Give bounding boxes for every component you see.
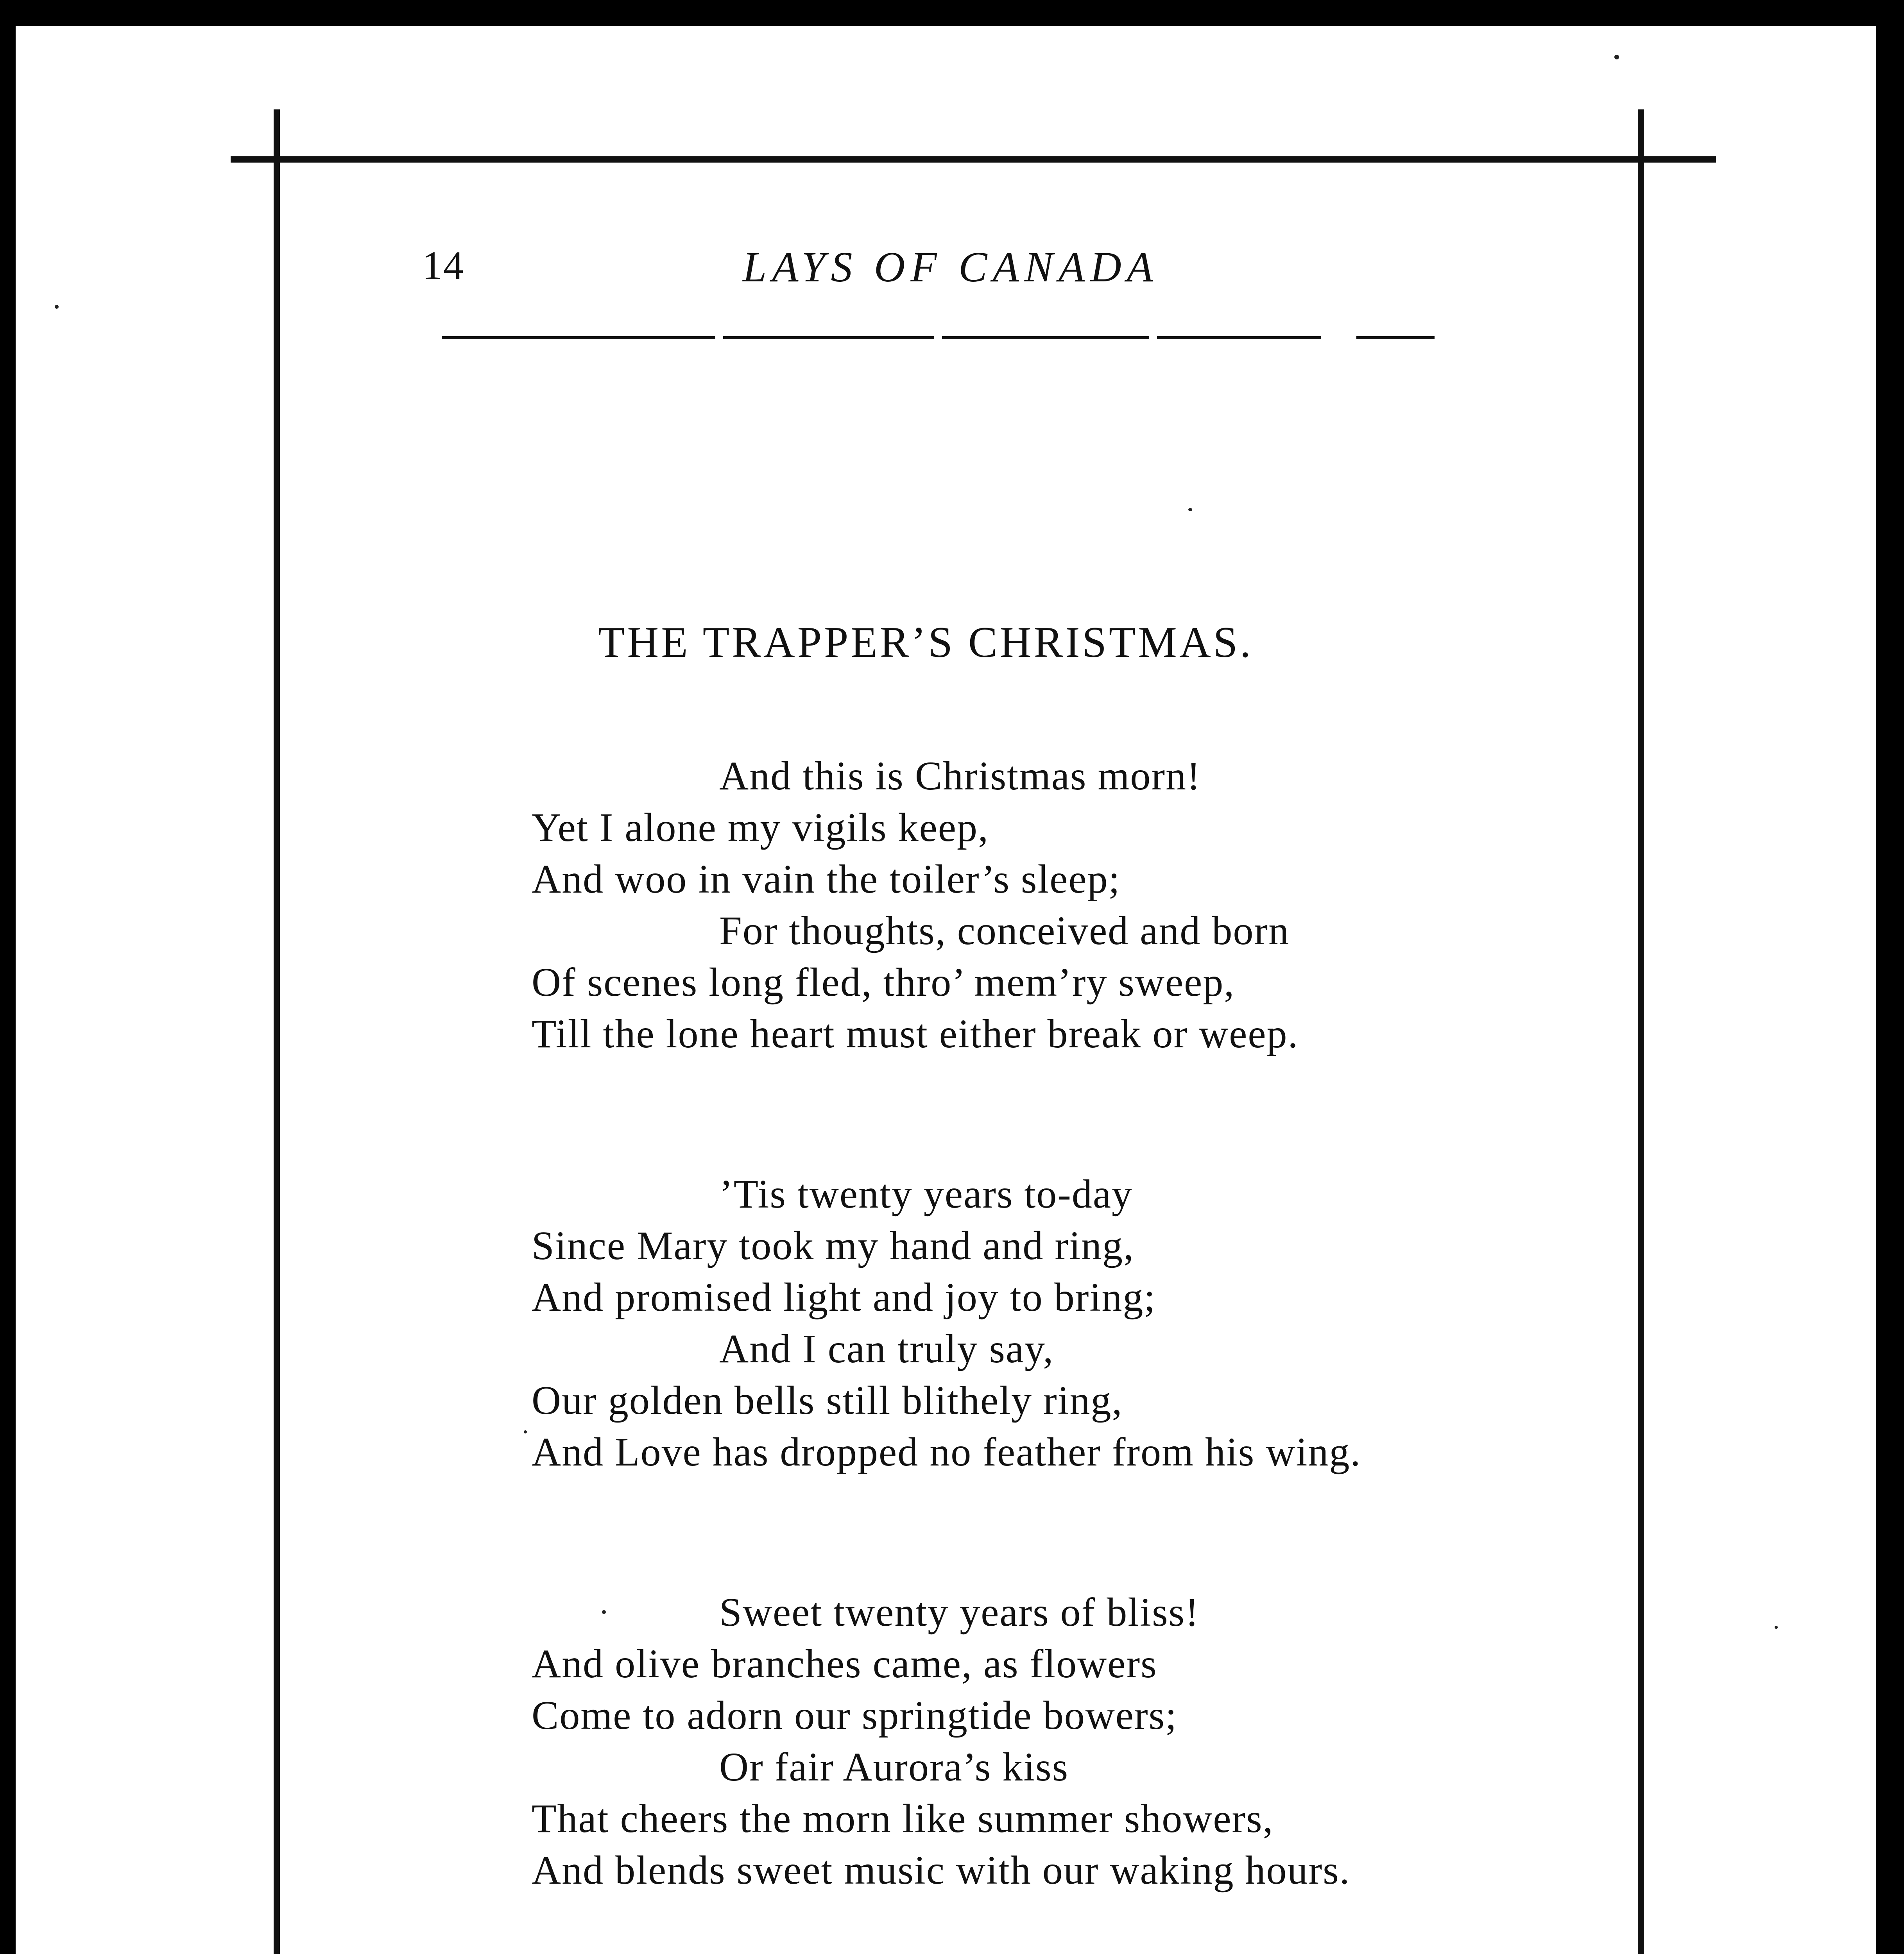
verse-line: Sweet twenty years of bliss! <box>719 1590 1200 1635</box>
scan-speck <box>1775 1626 1778 1629</box>
verse-line: That cheers the morn like summer showers, <box>532 1796 1274 1841</box>
verse-line: Come to adorn our springtide bowers; <box>532 1693 1177 1738</box>
verse-line: Since Mary took my hand and ring, <box>532 1223 1134 1268</box>
scan-speck <box>1614 55 1619 59</box>
stanza-3 <box>532 1587 1351 1896</box>
stanza-1 <box>532 750 1299 1060</box>
header-rule <box>442 336 1435 339</box>
scan-speck <box>524 1430 527 1433</box>
verse-line: And this is Christmas morn! <box>719 753 1201 798</box>
poem-title: THE TRAPPER’S CHRISTMAS. <box>598 618 1254 667</box>
verse-line: Yet I alone my vigils keep, <box>532 805 989 850</box>
stanza-2 <box>532 1168 1361 1478</box>
page-sheet <box>16 23 1876 1954</box>
verse-line: ’Tis twenty years to-day <box>719 1172 1133 1217</box>
verse-line: And promised light and joy to bring; <box>532 1275 1156 1320</box>
verse-line: Till the lone heart must either break or weep. <box>532 1011 1299 1056</box>
verse-line: And blends sweet music with our waking hours. <box>532 1848 1351 1893</box>
verse-line: And olive branches came, as flowers <box>532 1641 1157 1686</box>
verse-line: For thoughts, conceived and born <box>719 908 1290 953</box>
scan-speck <box>55 305 59 309</box>
verse-line: And I can truly say, <box>719 1326 1054 1371</box>
verse-line: Or fair Aurora’s kiss <box>719 1745 1069 1789</box>
border-top-rule <box>231 156 1716 163</box>
verse-line: And Love has dropped no feather from his wing. <box>532 1430 1361 1474</box>
verse-line: Of scenes long fled, thro’ mem’ry sweep, <box>532 960 1235 1005</box>
border-right-rule <box>1638 109 1644 1954</box>
scan-edge <box>16 23 1876 26</box>
verse-line: And woo in vain the toiler’s sleep; <box>532 857 1121 902</box>
running-head: LAYS OF CANADA <box>743 243 1159 291</box>
page-number: 14 <box>422 243 464 288</box>
scan-speck <box>602 1610 606 1614</box>
border-left-rule <box>274 109 280 1954</box>
verse-line: Our golden bells still blithely ring, <box>532 1378 1123 1423</box>
scan-speck <box>1188 508 1192 511</box>
